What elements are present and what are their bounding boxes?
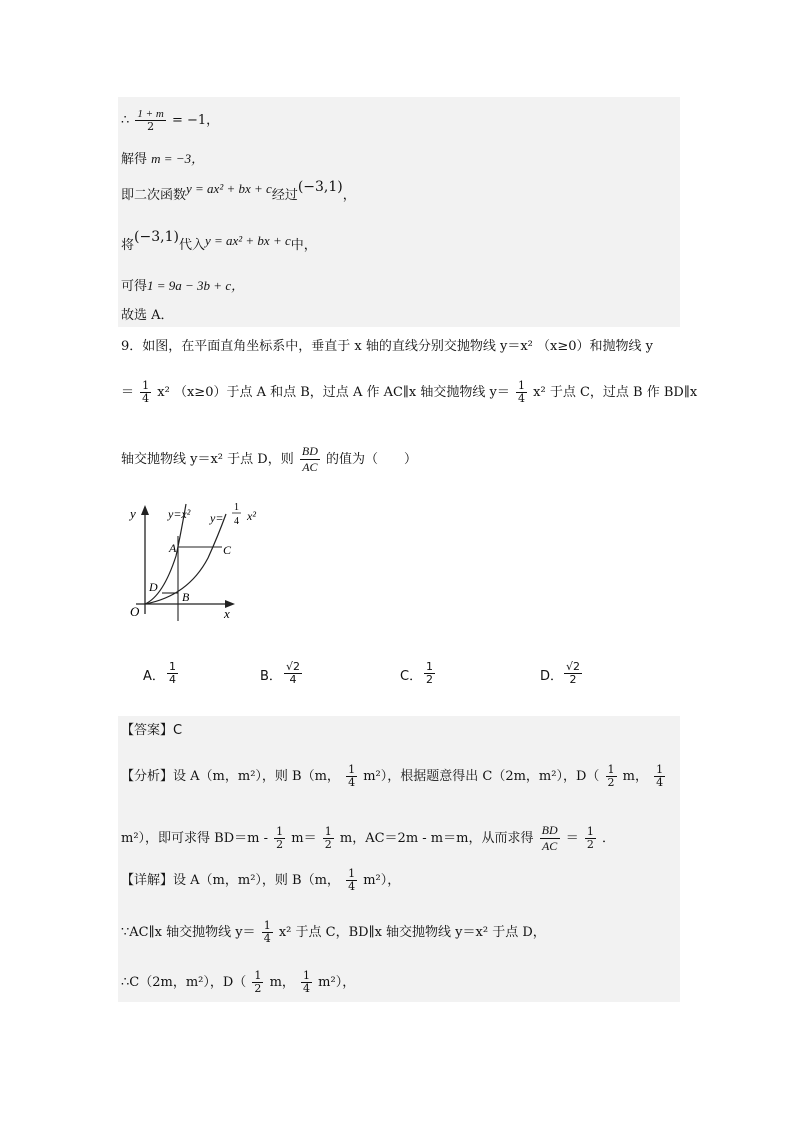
- parabola-figure: [118, 496, 288, 631]
- fraction: $\frac{1}{4}$: [518, 379, 526, 405]
- solution-line-5: 可得1 = 9a − 3b + c，: [121, 278, 245, 294]
- point-d-label: D: [149, 580, 158, 594]
- fraction: $\frac{1}{2}$: [254, 969, 262, 995]
- fraction: $\frac{1}{4}$: [142, 379, 150, 405]
- x-axis-label: x: [224, 606, 230, 621]
- fraction: $\frac{BD}{AC}$: [301, 444, 318, 474]
- detail-line-3: ∴C（2m，m²），D（ $\frac{1}{2}$ m， $\frac{1}{4}$ m²），: [121, 969, 356, 995]
- question-line-3: 轴交抛物线 y＝x² 于点 D，则 $\frac{BD}{AC}$ 的值为（ ）: [121, 444, 418, 474]
- point-a-label: A: [169, 541, 177, 555]
- detail-line-2: ∵AC∥x 轴交抛物线 y＝ $\frac{1}{4}$ x² 于点 C，BD∥x 轴交抛物线 y＝x² 于点 D，: [121, 919, 546, 945]
- fraction: $\frac{1}{2}$: [324, 825, 332, 851]
- analysis-line-1: 【分析】设 A（m，m²），则 B（m， $\frac{1}{4}$ m²），根据题意得出 C（2m，m²），D（ $\frac{1}{2}$ m， $\frac{1}{4}$: [121, 763, 664, 789]
- fraction: $\frac{1}{2}$: [276, 825, 284, 851]
- fraction: $\frac{1}{2}$: [607, 763, 615, 789]
- option-a-value: $\frac{1}{4}$: [169, 660, 176, 686]
- option-b-value: $\frac{√2}{4}$: [286, 660, 301, 686]
- fraction: $\frac{1 + m}{2}$: [137, 108, 164, 133]
- fraction: $\frac{1}{4}$: [656, 763, 664, 789]
- answer-line: 【答案】C: [121, 723, 183, 738]
- option-c[interactable]: C． $\frac{1}{2}$: [400, 660, 433, 686]
- fraction: $\frac{1}{4}$: [348, 867, 356, 893]
- option-b[interactable]: B． $\frac{√2}{4}$: [260, 660, 301, 686]
- point-b-label: B: [182, 590, 190, 604]
- solution-line-2: 解得 m = −3，: [121, 151, 205, 167]
- solution-line-3: 即二次函数y = ax² + bx + c经过(−3,1)，: [121, 179, 356, 203]
- origin-label: O: [130, 604, 140, 619]
- analysis-line-2: m²），即可求得 BD＝m - $\frac{1}{2}$ m＝ $\frac{1}{2}$ m，AC＝2m - m＝m，从而求得 $\frac{BD}{AC}$ ＝ $\frac{1}{2}$ ．: [121, 823, 616, 853]
- answer-box: [118, 716, 680, 1002]
- option-d-value: $\frac{√2}{2}$: [566, 660, 581, 686]
- detail-line-1: 【详解】设 A（m，m²），则 B（m， $\frac{1}{4}$ m²），: [121, 867, 401, 893]
- curve2-label-suffix: x²: [247, 509, 256, 523]
- curve2-label-num: 1: [234, 502, 239, 513]
- fraction: $\frac{BD}{AC}$: [541, 823, 558, 853]
- fraction: $\frac{1}{4}$: [348, 763, 356, 789]
- question-line-2: ＝ $\frac{1}{4}$ x² （x≥0）于点 A 和点 B，过点 A 作 AC∥x 轴交抛物线 y＝ $\frac{1}{4}$ x² 于点 C，过点 B 作 BD∥x: [121, 379, 698, 405]
- solution-line-1: ∴ $\frac{1 + m}{2}$ = −1，: [121, 108, 220, 133]
- fraction: $\frac{1}{4}$: [263, 919, 271, 945]
- option-d[interactable]: D． $\frac{√2}{2}$: [540, 660, 581, 686]
- option-c-value: $\frac{1}{2}$: [426, 660, 433, 686]
- curve2-label-den: 4: [234, 516, 239, 527]
- y-axis-label: y: [130, 506, 136, 521]
- curve2-label-prefix: y=: [210, 511, 224, 525]
- option-a[interactable]: A． $\frac{1}{4}$: [143, 660, 176, 686]
- y-axis-arrow: [141, 505, 149, 515]
- question-line-1: 9．如图，在平面直角坐标系中，垂直于 x 轴的直线分别交抛物线 y＝x² （x≥0）和抛物线 y: [121, 339, 654, 354]
- solution-line-4: 将(−3,1)代入y = ax² + bx + c中，: [121, 229, 317, 253]
- point-c-label: C: [223, 543, 232, 557]
- solution-line-6: 故选 A．: [121, 308, 174, 323]
- fraction: $\frac{1}{2}$: [586, 825, 594, 851]
- fraction: $\frac{1}{4}$: [303, 969, 311, 995]
- curve1-label: y=x²: [168, 507, 191, 521]
